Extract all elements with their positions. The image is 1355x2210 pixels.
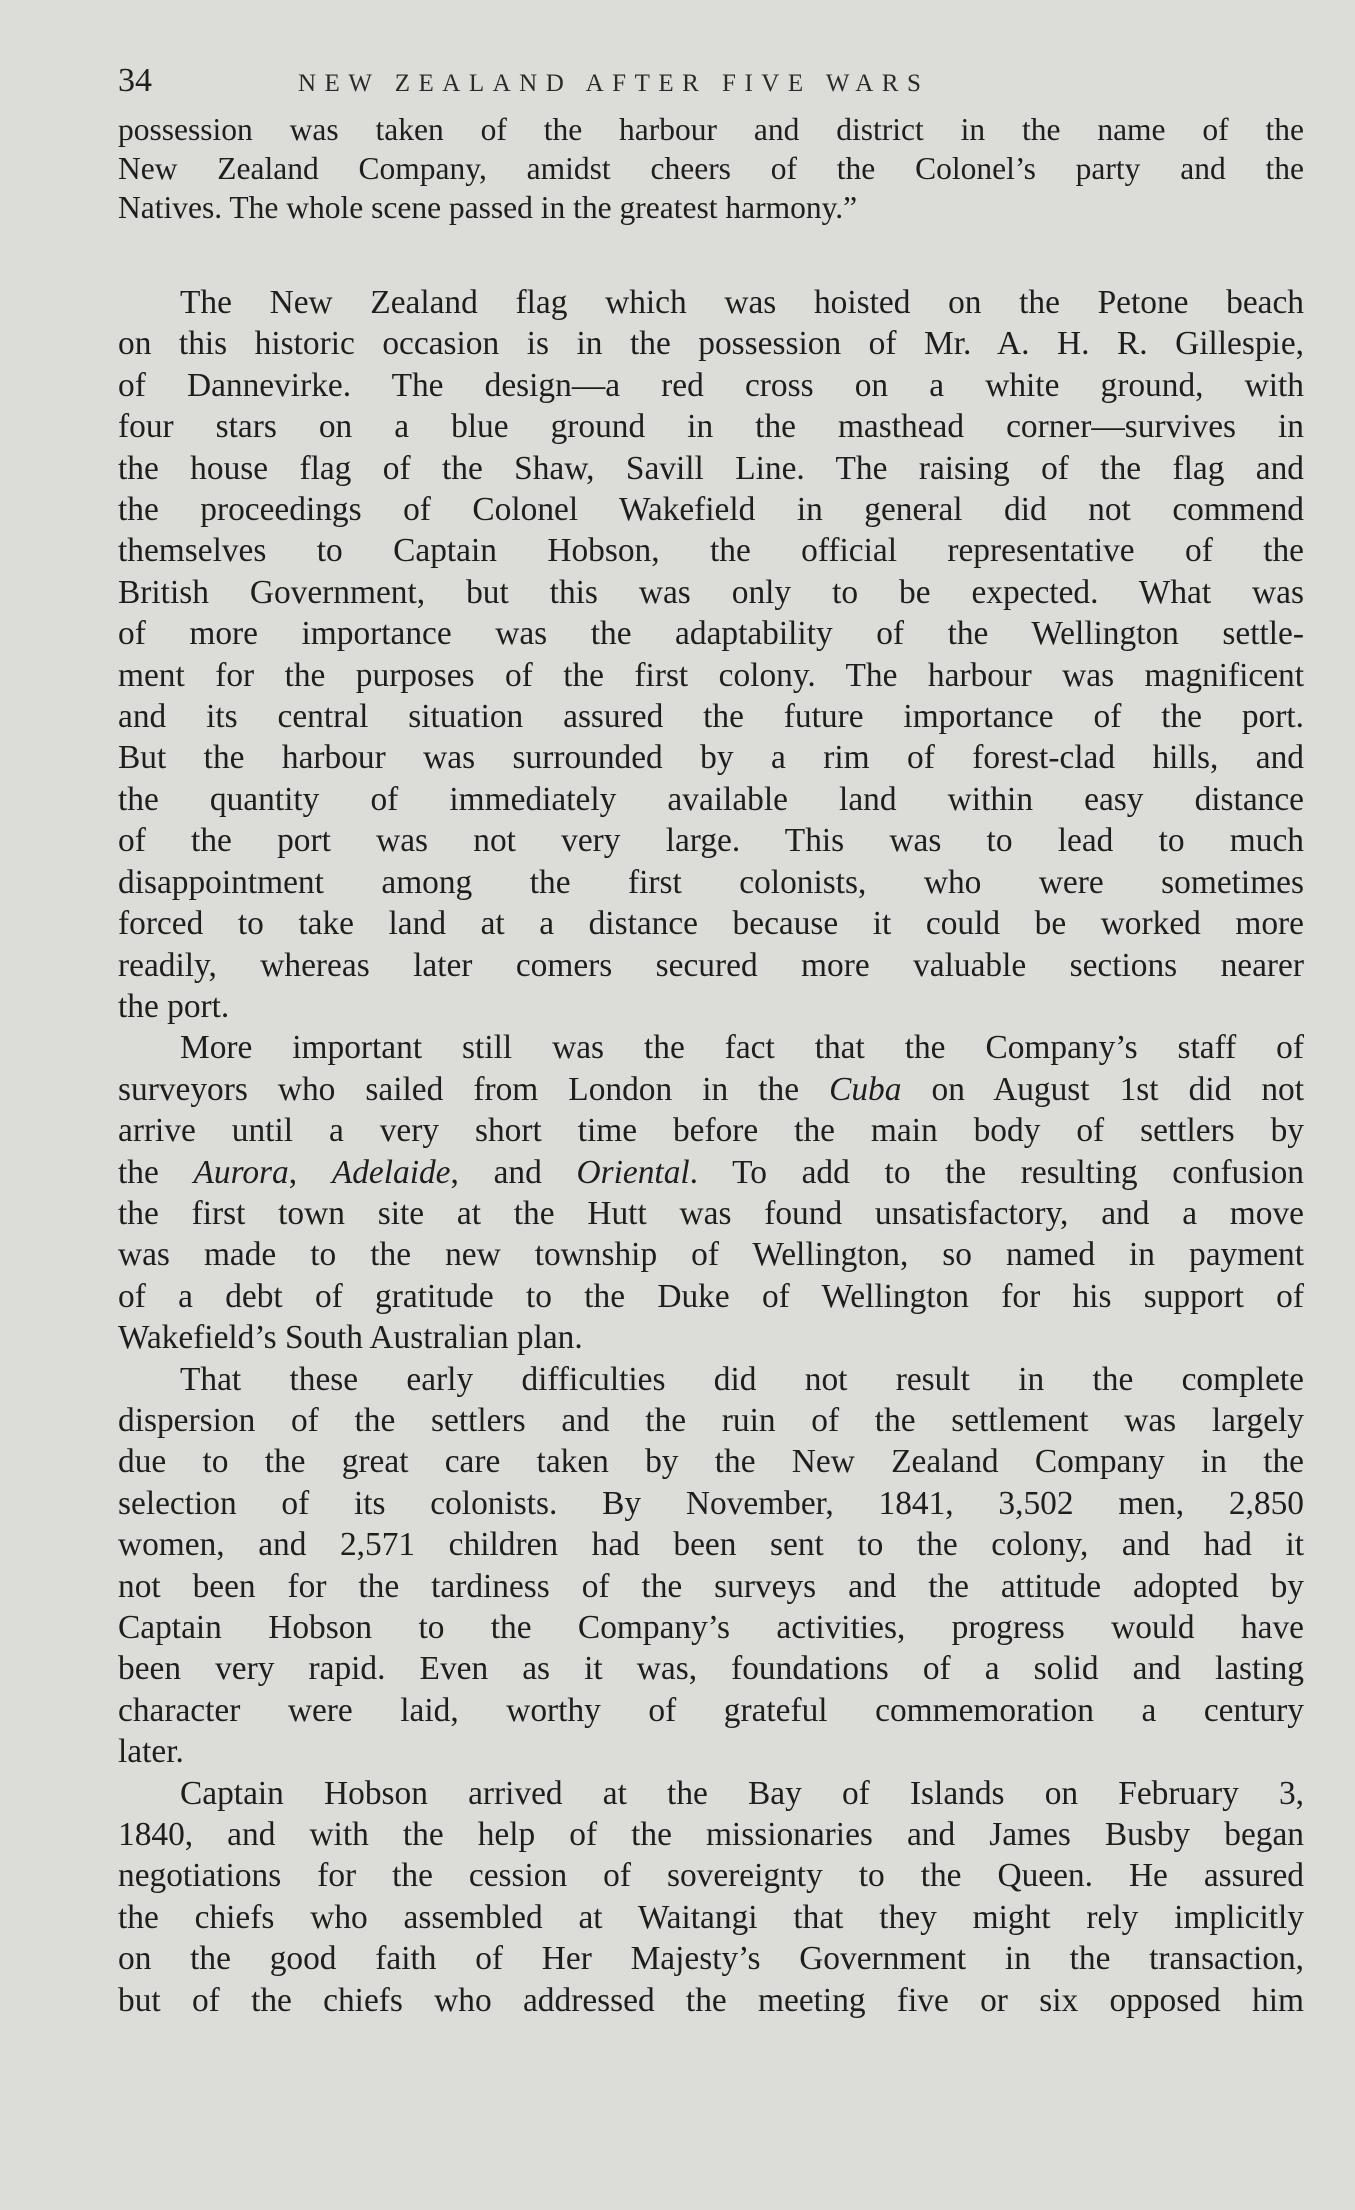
text-line: The New Zealand flag which was hoisted on the Petone beach <box>180 284 1304 321</box>
text-line: the proceedings of Colonel Wakefield in general did not commend <box>118 491 1304 529</box>
text-line: and its central situation assured the future importance of the port. <box>118 698 1304 736</box>
text-line <box>118 1152 1304 1193</box>
text-line: been very rapid. Even as it was, foundations of a solid and lasting <box>118 1650 1304 1688</box>
text-line: disappointment among the first colonists, who were sometimes <box>118 863 1304 901</box>
text-line: but of the chiefs who addressed the meeting five or six opposed him <box>118 1981 1304 2019</box>
text-run: , <box>288 1153 332 1191</box>
text-line: women, and 2,571 children had been sent to the colony, and had it <box>118 1526 1304 1564</box>
text-line: arrive until a very short time before the main body of settlers by <box>118 1112 1304 1150</box>
paragraph-surveyors <box>118 1027 1304 1358</box>
book-page <box>118 62 1304 2021</box>
text-line: later. <box>118 1733 184 1771</box>
text-line: of Dannevirke. The design—a red cross on a white ground, with <box>118 366 1304 404</box>
text-line: the port. <box>118 987 230 1025</box>
text-line: the chiefs who assembled at Waitangi that they might rely implicitly <box>118 1898 1304 1936</box>
text-line: character were laid, worthy of grateful commemoration a century <box>118 1691 1304 1729</box>
text-line: That these early difficulties did not result in the complete <box>180 1360 1304 1398</box>
quote-ending <box>118 110 1304 227</box>
text-line: readily, whereas later comers secured more valuable sections nearer <box>118 946 1304 984</box>
section-gap <box>118 227 1304 282</box>
text-line: forced to take land at a distance because it could be worked more <box>118 905 1304 943</box>
text-line: was made to the new township of Wellington, so named in payment <box>118 1236 1304 1274</box>
text-line: the house flag of the Shaw, Savill Line. The raising of the flag and <box>118 449 1304 487</box>
text-line: 1840, and with the help of the missionaries and James Busby began <box>118 1816 1304 1854</box>
text-line: not been for the tardiness of the surveys and the attitude adopted by <box>118 1567 1304 1605</box>
text-run: the <box>118 1153 194 1191</box>
page-number: 34 <box>118 62 152 99</box>
running-head <box>118 62 1304 110</box>
text-run: surveyors who sailed from London in the <box>118 1070 830 1108</box>
text-run: . To add to the resulting confusion <box>689 1153 1304 1191</box>
text-line: the first town site at the Hutt was found unsatisfactory, and a move <box>118 1194 1304 1232</box>
paragraph-difficulties <box>118 1359 1304 1773</box>
text-line: on the good faith of Her Majesty’s Government in the transaction, <box>118 1940 1304 1978</box>
text-line: on this historic occasion is in the possession of Mr. A. H. R. Gillespie, <box>118 325 1304 363</box>
text-line <box>118 1069 1304 1110</box>
text-line: of a debt of gratitude to the Duke of Wellington for his support of <box>118 1277 1304 1315</box>
paragraph-flag <box>118 282 1304 1027</box>
ship-name-aurora: Aurora <box>193 1153 289 1191</box>
text-line: of more importance was the adaptability of the Wellington settle- <box>118 615 1304 653</box>
text-line: ment for the purposes of the first colony. The harbour was magnificent <box>118 656 1304 694</box>
ship-name-cuba: Cuba <box>829 1070 902 1108</box>
text-line: due to the great care taken by the New Zealand Company in the <box>118 1443 1304 1481</box>
text-line: Captain Hobson arrived at the Bay of Islands on February 3, <box>180 1774 1304 1812</box>
text-line: four stars on a blue ground in the masthead corner—survives in <box>118 408 1304 446</box>
running-title: NEW ZEALAND AFTER FIVE WARS <box>298 70 930 97</box>
text-line: Wakefield’s South Australian plan. <box>118 1319 583 1357</box>
text-line: More important still was the fact that the Company’s staff of <box>180 1029 1304 1067</box>
text-line: the quantity of immediately available land within easy distance <box>118 780 1304 818</box>
text-line: of the port was not very large. This was to lead to much <box>118 822 1304 860</box>
text-line: Captain Hobson to the Company’s activities, progress would have <box>118 1609 1304 1646</box>
text-line: British Government, but this was only to be expected. What was <box>118 573 1304 611</box>
ship-name-oriental: Oriental <box>576 1153 690 1191</box>
text-line: dispersion of the settlers and the ruin of the settlement was largely <box>118 1401 1304 1439</box>
text-line: themselves to Captain Hobson, the official representative of the <box>118 532 1304 570</box>
text-run: , and <box>450 1153 577 1191</box>
text-line: negotiations for the cession of sovereignty to the Queen. He assured <box>118 1857 1304 1895</box>
paragraph-hobson <box>118 1773 1304 2021</box>
text-line: possession was taken of the harbour and district in the name of the <box>118 112 1304 147</box>
text-line: Natives. The whole scene passed in the greatest harmony.” <box>118 190 858 225</box>
ship-name-adelaide: Adelaide <box>331 1153 451 1191</box>
text-line: selection of its colonists. By November, 1841, 3,502 men, 2,850 <box>118 1484 1304 1522</box>
text-run: on August 1st did not <box>901 1070 1305 1108</box>
text-line: New Zealand Company, amidst cheers of the Colonel’s party and the <box>118 151 1304 186</box>
text-line: But the harbour was surrounded by a rim of forest-clad hills, and <box>118 739 1304 777</box>
